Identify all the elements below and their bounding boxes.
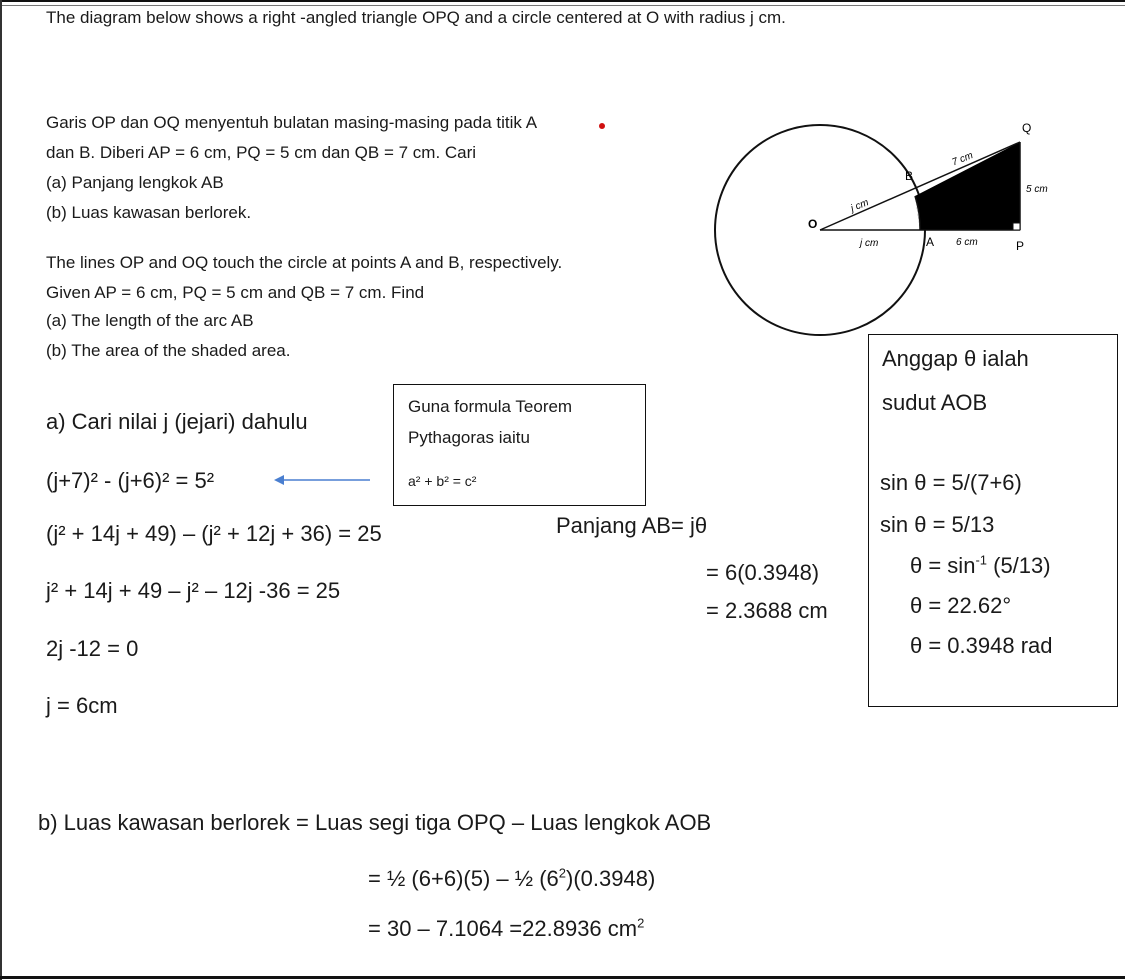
label-b: B [905,169,914,183]
area-result: = 30 – 7.1064 =22.8936 $cm^2$ [368,915,645,941]
label-o: O [808,217,818,231]
pythagoras-formula: a² + b² = c² [408,473,477,489]
expanded-equation: (j² + 14j + 49) – (j² + 12j + 36) = 25 [46,521,382,546]
label-ap: 6 cm [956,237,978,248]
english-line-1: The lines OP and OQ touch the circle at points A and B, respectively. [46,253,563,272]
simplified-equation: j² + 14j + 49 – j² – 12j -36 = 25 [46,578,341,603]
arc-length-formula: Panjang AB= jθ [556,513,708,538]
triangle-circle-diagram [690,100,1090,340]
english-question-b: (b) The area of the shaded area. [46,341,291,360]
arrow-left-icon [272,472,372,488]
top-border [0,0,1125,2]
sine-step-1: sin θ = 5/(7+6) [880,470,1022,495]
pythagoras-line-1: Guna formula Teorem [408,397,573,416]
angle-box-line-1: Anggap θ ialah [882,346,1029,371]
english-line-2: Given AP = 6 cm, PQ = 5 cm and QB = 7 cm. Find [46,283,425,302]
label-oa: j cm [860,238,879,249]
right-angle-mark [1013,223,1020,230]
intro-text: The diagram below shows a right -angled triangle OPQ and a circle centered at O with radius j cm. [46,8,786,27]
label-a: A [926,235,935,249]
linear-equation: 2j -12 = 0 [46,636,139,661]
area-substitution: = ½ (6+6)(5) – ½ $(6^2)(0.3948)$ [368,865,656,891]
label-q: Q [1022,121,1032,135]
theta-radians: θ = 0.3948 rad [910,633,1053,658]
malay-line-2: dan B. Diberi AP = 6 cm, PQ = 5 cm dan QB = 7 cm. Cari [46,143,477,162]
pythagoras-equation: (j+7)² - (j+6)² = 5² [46,468,215,493]
sine-step-2: sin θ = 5/13 [880,512,995,537]
label-pq: 5 cm [1026,184,1048,195]
label-p: P [1016,239,1025,253]
sine-step-3: $\theta = \sin^{-1} (5/13)$ [910,552,1051,578]
red-dot-mark [596,120,608,132]
malay-question-a: (a) Panjang lengkok AB [46,173,224,192]
part-b-heading: b) Luas kawasan berlorek = Luas segi tiga OPQ – Luas lengkok AOB [38,810,712,835]
malay-line-1: Garis OP dan OQ menyentuh bulatan masing-masing pada titik A [46,113,538,132]
left-border [0,0,2,980]
label-ob: j cm [849,197,871,215]
radius-result: j = 6cm [46,693,118,718]
malay-question-b: (b) Luas kawasan berlorek. [46,203,252,222]
theta-degrees: θ = 22.62° [910,593,1012,618]
arc-length-substitution: = 6(0.3948) [706,560,820,585]
pythagoras-line-2: Pythagoras iaitu [408,428,530,447]
part-a-heading: a) Cari nilai j (jejari) dahulu [46,409,308,434]
arc-length-result: = 2.3688 cm [706,598,828,623]
label-qb: 7 cm [950,150,975,169]
english-question-a: (a) The length of the arc AB [46,311,254,330]
bottom-border [0,976,1125,979]
top-border-thin [0,5,1125,6]
angle-box-line-2: sudut AOB [882,390,988,415]
